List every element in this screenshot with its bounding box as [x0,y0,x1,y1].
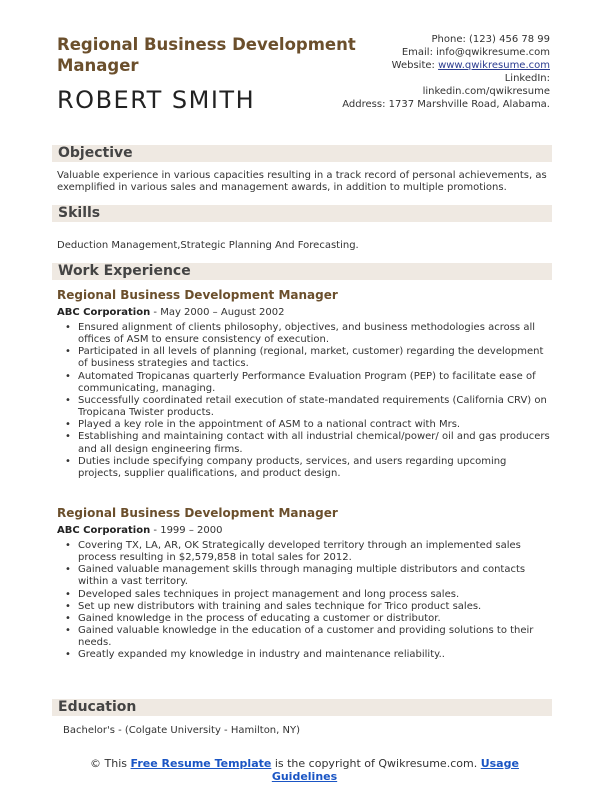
job-2-bullets [63,540,552,662]
contact-linkedin: linkedin.com/qwikresume [422,86,550,97]
contact-phone: Phone: (123) 456 78 99 [431,34,550,45]
job-1-bullets [63,322,552,480]
experience-section-header [52,263,552,280]
list-item: • Automated Tropicanas quarterly Performance Evaluation Program (PEP) to facilitate ease of communicating, managing. [63,371,552,395]
job-2-dates: - 1999 – 2000 [150,525,223,536]
candidate-name: ROBERT SMITH [57,86,256,114]
list-item: • Covering TX, LA, AR, OK Strategically developed territory through an implemented sales process resulting in $2,579,858 in total sales for 2012. [63,540,552,564]
list-item: • Developed sales techniques in project management and long process sales. [63,589,552,601]
contact-address: Address: 1737 Marshville Road, Alabama. [342,99,550,110]
contact-email: Email: info@qwikresume.com [401,47,550,58]
usage-guidelines-link[interactable]: Usage Guidelines [271,757,519,783]
job-2-title: Regional Business Development Manager [57,506,338,520]
list-item: • Participated in all levels of planning (regional, market, customer) regarding the development of business strategies and tactics. [63,346,552,370]
list-item: • Played a key role in the appointment of ASM to a national contract with Mrs. [63,419,552,431]
contact-website-label: Website: [391,60,435,71]
footer-copyright [57,757,552,783]
objective-heading: Objective [58,145,133,161]
objective-section-header [52,145,552,162]
footer-middle: is the copyright of Qwikresume.com. [271,757,481,770]
job-2-company: ABC Corporation [57,525,151,536]
job-1-dates: - May 2000 – August 2002 [150,307,285,318]
skills-text: Deduction Management,Strategic Planning And Forecasting. [57,240,359,251]
resume-job-title: Regional Business Development Manager [57,35,356,75]
job-1-title: Regional Business Development Manager [57,288,338,302]
list-item: • Duties include specifying company products, services, and users regarding upcoming projects, supplier qualifications, and product design. [63,456,552,480]
education-section-header [52,699,552,716]
education-heading: Education [58,699,137,715]
list-item: • Gained knowledge in the process of educating a customer or distributor. [63,613,552,625]
job-1-company: ABC Corporation [57,307,151,318]
objective-text: Valuable experience in various capacities resulting in a track record of personal achievements, as exemplified in various sales and management awards, in addition to multiple promotions. [57,170,547,193]
job-1-company-line [57,306,284,319]
footer-prefix: © This [90,757,131,770]
list-item: • Gained valuable management skills through managing multiple distributors and contacts within a vast territory. [63,564,552,588]
experience-heading: Work Experience [58,263,191,279]
list-item: • Ensured alignment of clients philosophy, objectives, and business methodologies across all offices of ASM to ensure consistency of execution. [63,322,552,346]
list-item: • Gained valuable knowledge in the education of a customer and providing solutions to their needs. [63,625,552,649]
list-item: • Successfully coordinated retail execution of state-mandated requirements (California CRV) on Tropicana Twister products. [63,395,552,419]
free-resume-template-link[interactable]: Free Resume Template [130,757,272,770]
skills-heading: Skills [58,205,101,221]
list-item: • Set up new distributors with training and sales technique for Trico product sales. [63,601,552,613]
job-2-company-line [57,524,222,537]
contact-linkedin-label: LinkedIn: [504,73,550,84]
education-text: Bachelor's - (Colgate University - Hamilton, NY) [63,725,300,736]
skills-section-header [52,205,552,222]
list-item: • Greatly expanded my knowledge in industry and maintenance reliability.. [63,649,552,661]
website-link[interactable]: www.qwikresume.com [438,60,550,71]
contact-block [320,33,550,111]
list-item: • Establishing and maintaining contact with all industrial chemical/power/ oil and gas producers and all design engineering firms. [63,431,552,455]
contact-website [320,59,550,72]
